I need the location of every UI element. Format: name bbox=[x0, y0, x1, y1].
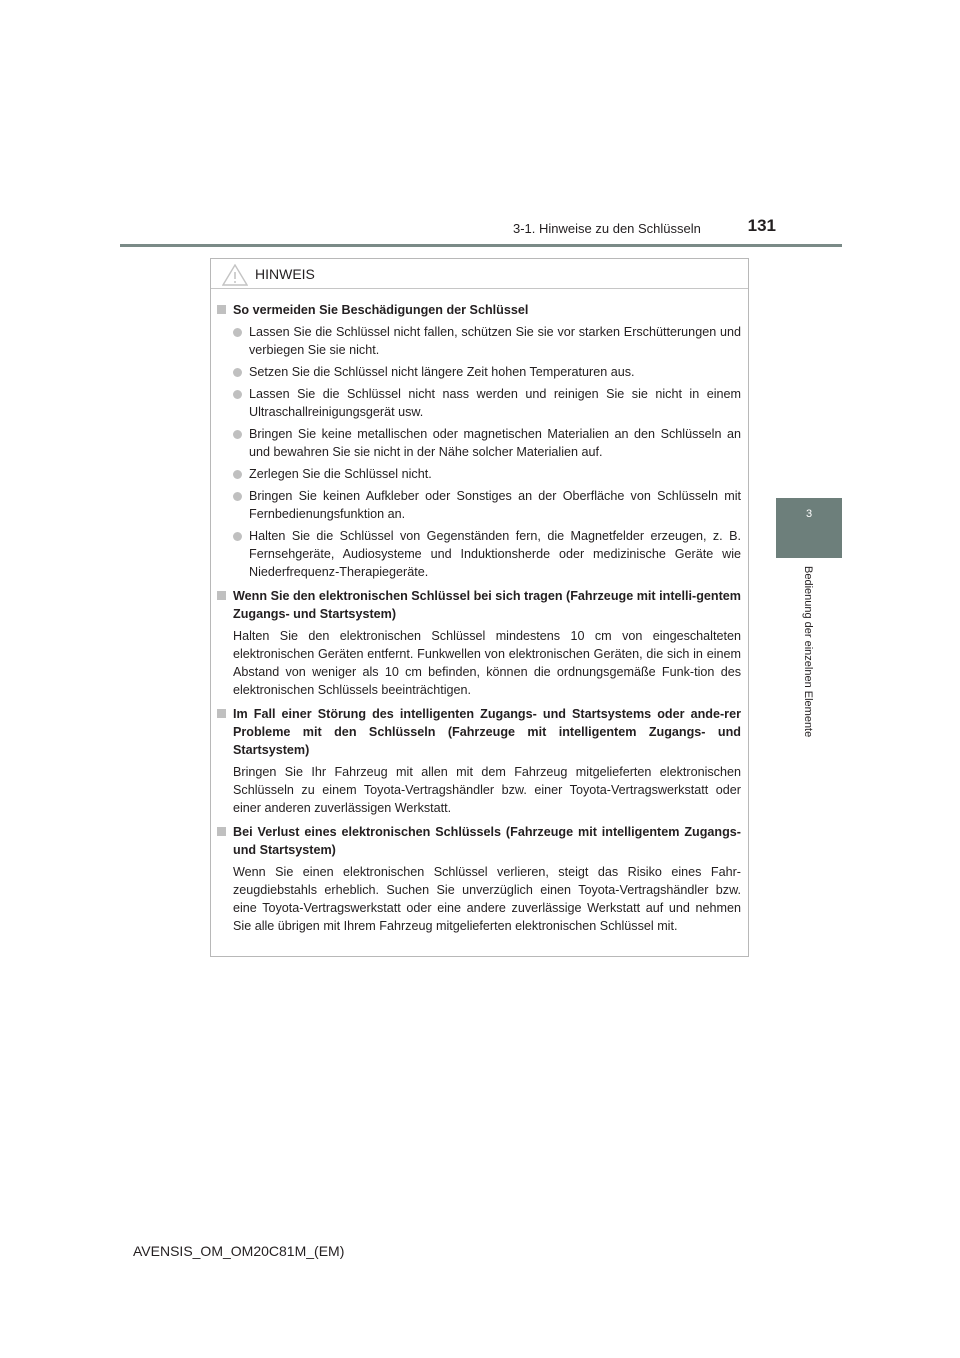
list-item bbox=[233, 425, 741, 461]
list-item bbox=[233, 527, 741, 581]
section-heading: Wenn Sie den elektronischen Schlüssel bei sich tragen (Fahrzeuge mit intelli-gentem Zugangs- und Startsystem) bbox=[233, 589, 741, 621]
list-item-text: Setzen Sie die Schlüssel nicht längere Zeit hohen Temperaturen aus. bbox=[249, 365, 635, 379]
list-item bbox=[233, 363, 741, 381]
round-bullet-icon bbox=[233, 368, 242, 377]
list-item-text: Bringen Sie keine metallischen oder magnetischen Materialien an den Schlüsseln an und bewahren Sie sie nicht in der Nähe solcher Materialien auf. bbox=[249, 427, 741, 459]
square-bullet-icon bbox=[217, 305, 226, 314]
chapter-tab bbox=[776, 498, 842, 558]
notice-section bbox=[217, 705, 741, 817]
section-heading: Bei Verlust eines elektronischen Schlüssels (Fahrzeuge mit intelligentem Zugangs- und Startsystem) bbox=[233, 825, 741, 857]
round-bullet-icon bbox=[233, 532, 242, 541]
section-text: Bringen Sie Ihr Fahrzeug mit allen mit dem Fahrzeug mitgelieferten elektronischen Schlüsseln zu einem Toyota-Vertragshändler bzw. einer Toyota-Vertragswerkstatt oder einer anderen zuverlässigen Werkstatt. bbox=[233, 765, 741, 815]
round-bullet-icon bbox=[233, 430, 242, 439]
list-item-text: Bringen Sie keinen Aufkleber oder Sonstiges an der Oberfläche von Schlüsseln mit Fernbedienungsfunktion an. bbox=[249, 489, 741, 521]
notice-box bbox=[210, 258, 749, 957]
round-bullet-icon bbox=[233, 492, 242, 501]
section-heading: Im Fall einer Störung des intelligenten Zugangs- und Startsystems oder ande-rer Probleme mit den Schlüsseln (Fahrzeuge mit intelligentem Zugangs- und Startsystem) bbox=[233, 707, 741, 757]
round-bullet-icon bbox=[233, 390, 242, 399]
section-heading: So vermeiden Sie Beschädigungen der Schlüssel bbox=[233, 303, 529, 317]
list-item-text: Halten Sie die Schlüssel von Gegenständen fern, die Magnetfelder erzeugen, z. B. Fernsehgeräte, Audiosysteme und Induktionsherde oder medizinische Geräte wie Niederfrequenz-Therapiegeräte. bbox=[249, 529, 741, 579]
section-text: Halten Sie den elektronischen Schlüssel mindestens 10 cm von eingeschalteten elektronischen Geräten entfernt. Funkwellen von elektronischen Geräten, die sich in einem Abstand von weniger als 10 cm befinden, können die ordnungsgemäße Funk-tion des elektronischen Schlüssels beeinträchtigen. bbox=[233, 629, 741, 697]
notice-section bbox=[217, 823, 741, 935]
page-header bbox=[0, 0, 960, 250]
list-item bbox=[233, 487, 741, 523]
notice-section bbox=[217, 587, 741, 699]
square-bullet-icon bbox=[217, 591, 226, 600]
notice-section bbox=[217, 301, 741, 581]
round-bullet-icon bbox=[233, 328, 242, 337]
warning-triangle-icon bbox=[222, 264, 248, 286]
square-bullet-icon bbox=[217, 709, 226, 718]
notice-body bbox=[211, 289, 748, 935]
list-item bbox=[233, 385, 741, 421]
chapter-tab-number: 3 bbox=[805, 508, 813, 520]
page-number: 131 bbox=[747, 216, 776, 235]
section-text: Wenn Sie einen elektronischen Schlüssel verlieren, steigt das Risiko eines Fahr-zeugdiebstahls erheblich. Suchen Sie unverzüglich einen Toyota-Vertragshändler bzw. eine Toyota-Vertragswerkstatt oder eine andere zuverlässige Werkstatt auf und nehmen Sie alle übrigen mit Ihrem Fahrzeug mitgelieferten elektronischen Schlüssel mit. bbox=[233, 865, 741, 933]
round-bullet-icon bbox=[233, 470, 242, 479]
list-item-text: Lassen Sie die Schlüssel nicht fallen, schützen Sie sie vor starken Erschütterungen und verbiegen Sie sie nicht. bbox=[249, 325, 741, 357]
header-divider bbox=[120, 244, 842, 247]
list-item-text: Zerlegen Sie die Schlüssel nicht. bbox=[249, 467, 432, 481]
list-item bbox=[233, 323, 741, 359]
list-item-text: Lassen Sie die Schlüssel nicht nass werden und reinigen Sie sie nicht in einem Ultraschallreinigungsgerät usw. bbox=[249, 387, 741, 419]
notice-title: HINWEIS bbox=[255, 266, 315, 282]
list-item bbox=[233, 465, 741, 483]
square-bullet-icon bbox=[217, 827, 226, 836]
notice-header bbox=[211, 259, 748, 289]
document-code: AVENSIS_OM_OM20C81M_(EM) bbox=[133, 1243, 345, 1259]
section-title: 3-1. Hinweise zu den Schlüsseln bbox=[513, 221, 701, 236]
chapter-tab-label: Bedienung der einzelnen Elemente bbox=[802, 566, 814, 738]
